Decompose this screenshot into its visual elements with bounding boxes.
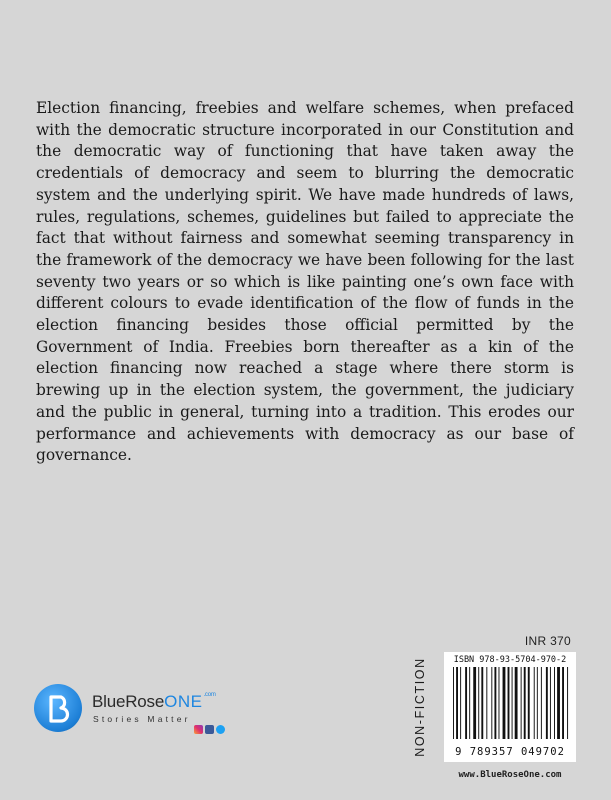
barcode-digits: 9 789357 049702 — [455, 746, 565, 758]
publisher-name-suffix: .com — [203, 692, 216, 698]
publisher-logo-icon — [34, 684, 82, 732]
publisher-name — [92, 692, 216, 712]
publisher-website: www.BlueRoseOne.com — [458, 770, 562, 780]
isbn-label: ISBN 978-93-5704-970-2 — [453, 655, 567, 665]
blurb-text: Election financing, freebies and welfare schemes, when prefaced with the democratic structure incorporated in our Constitution and the democratic way of functioning that have taken away the credentials of democracy and seem to blurring the democratic system and the underlying spirit. We have made hundreds of laws, rules, regulations, schemes, guidelines but failed to appreciate the fact that without fairness and somewhat seeming transparency in the framework of the democracy we have been following for the last seventy two years or so which is like painting one’s own face with different colours to evade identification of the flow of funds in the election financing besides those official permitted by the Government of India. Freebies born thereafter as a kin of the election financing now reached a stage where there storm is brewing up in the election system, the government, the judiciary and the public in general, turning into a tradition. This erodes our performance and achievements with democracy as our base of governance. — [36, 99, 574, 465]
barcode-bars — [452, 667, 570, 739]
back-cover-blurb — [36, 98, 574, 467]
social-icons — [194, 725, 225, 734]
price-label: INR 370 — [524, 634, 571, 648]
facebook-icon — [205, 725, 214, 734]
genre-label-wrapper — [400, 654, 440, 760]
publisher-name-part1: BlueRose — [92, 692, 165, 711]
instagram-icon — [194, 725, 203, 734]
genre-label: NON-FICTION — [413, 657, 427, 757]
publisher-name-part2: ONE — [164, 692, 203, 711]
publisher-tagline: Stories Matter — [93, 714, 191, 724]
twitter-icon — [216, 725, 225, 734]
isbn-barcode — [444, 652, 576, 762]
